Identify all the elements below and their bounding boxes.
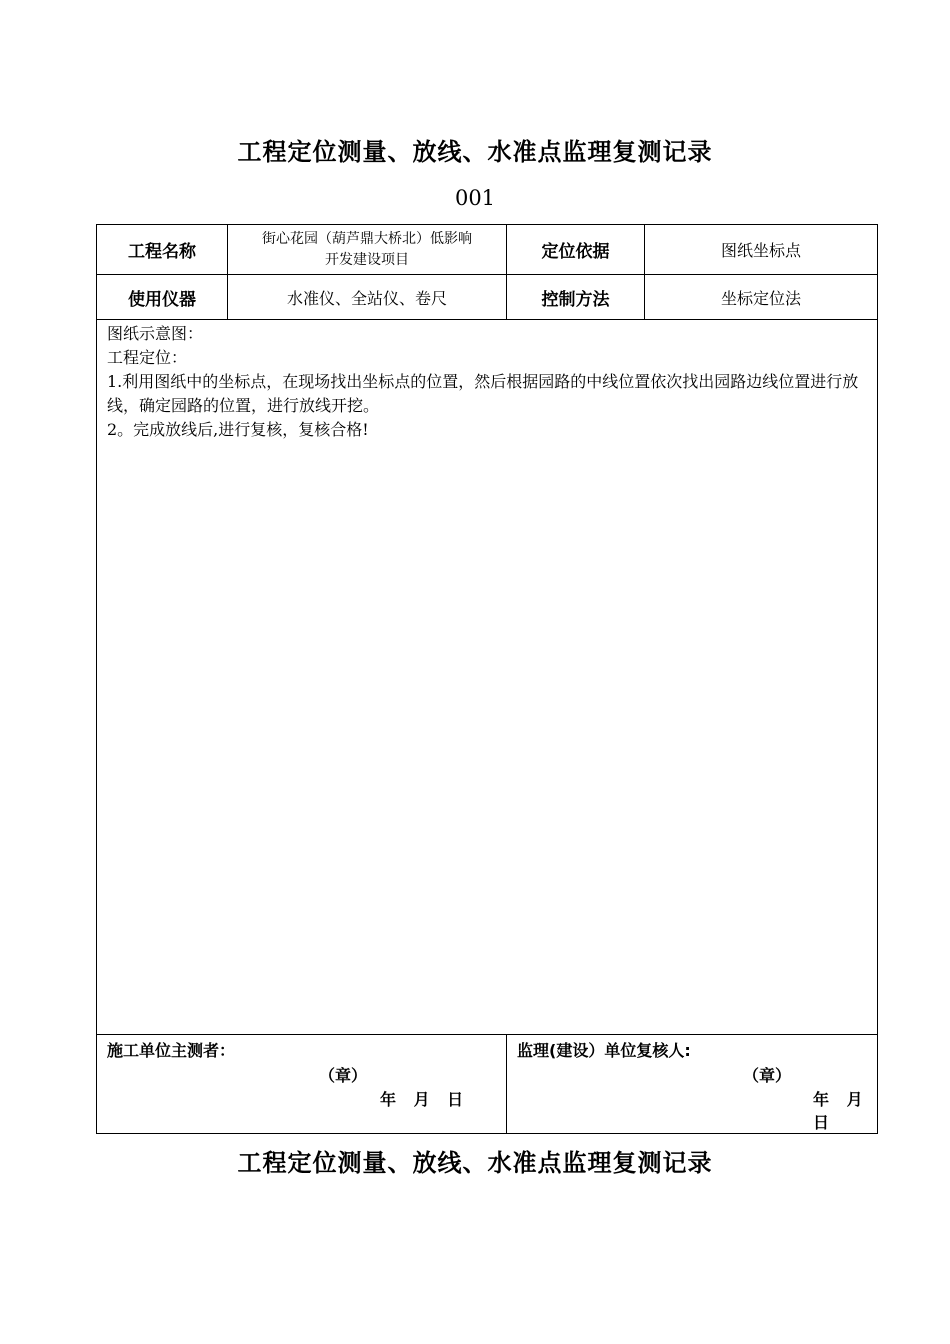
basis-value: 图纸坐标点 [645,225,878,275]
control-method-value: 坐标定位法 [645,275,878,320]
instrument-label: 使用仪器 [97,275,228,320]
basis-label: 定位依据 [507,225,645,275]
content-line: 工程定位： [107,348,188,367]
constructor-signature-label: 施工单位主测者： [107,1041,236,1060]
supervisor-signature-label: 监理(建设）单位复核人: [517,1041,691,1060]
table-row [97,275,878,320]
document-number: 001 [454,186,496,210]
content-line: 1.利用图纸中的坐标点，在现场找出坐标点的位置，然后根据园路的中线位置依次找出园路边线位置进行放线，确定园路的位置，进行放线开挖。 [107,372,859,415]
constructor-signature-cell [97,1035,507,1134]
project-name-line2: 开发建设项目 [325,251,409,268]
footer-title: 工程定位测量、放线、水准点监理复测记录 [237,1149,713,1177]
record-table [96,224,878,1134]
constructor-seal: （章） [319,1066,368,1085]
control-method-label: 控制方法 [507,275,645,320]
signature-row [97,1035,878,1134]
supervisor-date: 年 月 日 [813,1090,863,1132]
project-name-label: 工程名称 [97,225,228,275]
content-line: 图纸示意图： [107,324,204,343]
table-row [97,320,878,1035]
instrument-value: 水准仪、全站仪、卷尺 [228,275,507,320]
table-row [97,225,878,275]
constructor-date: 年 月 日 [380,1090,464,1109]
supervisor-seal: （章） [743,1066,792,1085]
content-area [97,320,878,1035]
project-name-value [228,225,507,275]
content-line: 2。完成放线后,进行复核，复核合格! [107,420,369,439]
supervisor-signature-cell [507,1035,878,1134]
project-name-line1: 街心花园（葫芦鼎大桥北）低影响 [262,230,472,247]
document-title: 工程定位测量、放线、水准点监理复测记录 [237,138,713,166]
